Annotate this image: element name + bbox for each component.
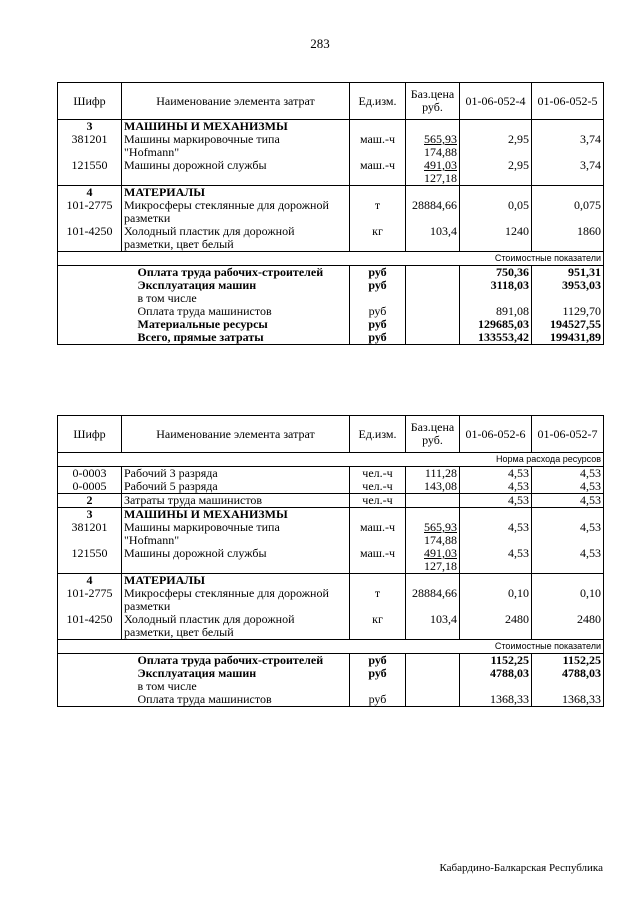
row-price: 28884,66: [406, 199, 460, 225]
cost-label: Эксплуатация машин: [137, 666, 257, 680]
section-row: [58, 120, 604, 134]
row-name: Микросферы стеклянные для дорожной разметки: [122, 199, 350, 225]
header-base-price: Баз.цена руб.: [406, 416, 460, 453]
cost-row: [58, 693, 604, 707]
cost-value-b: 1368,33: [532, 693, 604, 707]
table-row: [58, 587, 604, 613]
cost-row: [58, 331, 604, 345]
cost-row: [58, 266, 604, 280]
header-unit: Ед.изм.: [350, 83, 406, 120]
row-value-b: 4,53: [532, 521, 604, 547]
row-code: 0-0005: [58, 480, 122, 494]
row-name: Рабочий 3 разряда: [122, 467, 350, 481]
cost-label: Эксплуатация машин: [137, 278, 257, 292]
table-row: [58, 494, 604, 508]
row-unit: маш.-ч: [350, 521, 406, 547]
cost-label: в том числе: [137, 291, 197, 305]
row-unit: т: [350, 587, 406, 613]
cost-label: Оплата труда машинистов: [137, 304, 272, 318]
row-name: Холодный пластик для дорожной разметки, цвет белый: [122, 225, 350, 252]
row-value-a: 1240: [460, 225, 532, 252]
row-price: 103,4: [406, 225, 460, 252]
header-col-b: 01-06-052-7: [532, 416, 604, 453]
section-title: МАШИНЫ И МЕХАНИЗМЫ: [122, 508, 350, 522]
section-row: [58, 186, 604, 200]
row-price: 565,93 174,88: [406, 133, 460, 159]
cost-value-b: 1129,70: [532, 305, 604, 318]
header-name: Наименование элемента затрат: [122, 416, 350, 453]
header-name: Наименование элемента затрат: [122, 83, 350, 120]
section-row: [58, 574, 604, 588]
row-price: 103,4: [406, 613, 460, 640]
section-title: МАТЕРИАЛЫ: [122, 574, 350, 588]
cost-unit: руб: [350, 266, 406, 280]
cost-label: Оплата труда рабочих-строителей: [137, 265, 324, 279]
row-name: Рабочий 5 разряда: [122, 480, 350, 494]
footer-region: Кабардино-Балкарская Республика: [439, 862, 603, 874]
table-header-row: [58, 416, 604, 453]
cost-caption: Стоимостные показатели: [460, 640, 604, 654]
cost-caption: Стоимостные показатели: [460, 252, 604, 266]
row-value-a: 2,95: [460, 159, 532, 186]
row-code: 121550: [58, 547, 122, 574]
cost-value-b: 3953,03: [532, 279, 604, 292]
table-row: [58, 133, 604, 159]
cost-label: Оплата труда рабочих-строителей: [137, 653, 324, 667]
cost-value-a: 133553,42: [460, 331, 532, 345]
row-unit: кг: [350, 613, 406, 640]
table-header-row: [58, 83, 604, 120]
row-value-b: 0,075: [532, 199, 604, 225]
row-unit: чел.-ч: [350, 480, 406, 494]
table-row: [58, 613, 604, 640]
estimate-table-1: [57, 82, 604, 345]
row-value-a: 4,53: [460, 547, 532, 574]
row-code: 101-2775: [58, 199, 122, 225]
cost-value-a: 891,08: [460, 305, 532, 318]
row-price: 143,08: [406, 480, 460, 494]
cost-value-b: 4788,03: [532, 667, 604, 680]
cost-value-b: 194527,55: [532, 318, 604, 331]
row-value-b: 2480: [532, 613, 604, 640]
cost-value-a: 129685,03: [460, 318, 532, 331]
row-unit: маш.-ч: [350, 547, 406, 574]
cost-unit: руб: [350, 667, 406, 680]
header-code: Шифр: [58, 416, 122, 453]
cost-label: Оплата труда машинистов: [122, 693, 350, 707]
header-col-a: 01-06-052-4: [460, 83, 532, 120]
row-code: 101-4250: [58, 225, 122, 252]
table-row: [58, 159, 604, 186]
cost-caption-row: [58, 252, 604, 266]
cost-label: Материальные ресурсы: [137, 317, 268, 331]
table-row: [58, 480, 604, 494]
row-value-b: 3,74: [532, 159, 604, 186]
row-value-a: 4,53: [460, 467, 532, 481]
row-code: 121550: [58, 159, 122, 186]
cost-rows: [58, 266, 604, 345]
row-name: Холодный пластик для дорожной разметки, цвет белый: [122, 613, 350, 640]
row-value-a: 4,53: [460, 521, 532, 547]
row-code: 2: [58, 494, 122, 508]
row-price: 565,93 174,88: [406, 521, 460, 547]
section-code: 4: [58, 186, 122, 200]
row-value-b: 4,53: [532, 494, 604, 508]
header-unit: Ед.изм.: [350, 416, 406, 453]
row-value-b: 0,10: [532, 587, 604, 613]
row-value-b: 4,53: [532, 467, 604, 481]
section-code: 4: [58, 574, 122, 588]
row-value-a: 2,95: [460, 133, 532, 159]
row-value-a: 4,53: [460, 480, 532, 494]
cost-unit: руб: [350, 279, 406, 292]
section-row: [58, 508, 604, 522]
section-code: 3: [58, 508, 122, 522]
header-code: Шифр: [58, 83, 122, 120]
row-value-a: 4,53: [460, 494, 532, 508]
row-unit: маш.-ч: [350, 133, 406, 159]
table-row: [58, 521, 604, 547]
row-price: 491,03 127,18: [406, 159, 460, 186]
row-price: 28884,66: [406, 587, 460, 613]
row-code: 101-2775: [58, 587, 122, 613]
row-code: 0-0003: [58, 467, 122, 481]
cost-value-a: 4788,03: [460, 667, 532, 680]
norm-caption: Норма расхода ресурсов: [460, 453, 604, 467]
row-value-a: 2480: [460, 613, 532, 640]
cost-value-a: 1152,25: [460, 654, 532, 668]
cost-unit: руб: [350, 318, 406, 331]
cost-rows: [58, 654, 604, 707]
table-row: [58, 547, 604, 574]
cost-value-a: 3118,03: [460, 279, 532, 292]
cost-caption-row: [58, 640, 604, 654]
header-col-a: 01-06-052-6: [460, 416, 532, 453]
row-price: 491,03 127,18: [406, 547, 460, 574]
estimate-table-2: [57, 415, 604, 707]
norm-caption-row: [58, 453, 604, 467]
row-unit: маш.-ч: [350, 159, 406, 186]
cost-value-b: 1152,25: [532, 654, 604, 668]
table-row: [58, 199, 604, 225]
row-price: 111,28: [406, 467, 460, 481]
table-row: [58, 467, 604, 481]
row-unit: чел.-ч: [350, 494, 406, 508]
row-value-a: 0,10: [460, 587, 532, 613]
row-unit: кг: [350, 225, 406, 252]
section-title: МАШИНЫ И МЕХАНИЗМЫ: [122, 120, 350, 134]
row-name: Микросферы стеклянные для дорожной разметки: [122, 587, 350, 613]
header-col-b: 01-06-052-5: [532, 83, 604, 120]
cost-unit: руб: [350, 305, 406, 318]
row-unit: т: [350, 199, 406, 225]
row-value-b: 4,53: [532, 480, 604, 494]
cost-row: [58, 654, 604, 668]
row-name: Затраты труда машинистов: [122, 494, 350, 508]
row-code: 381201: [58, 521, 122, 547]
row-code: 381201: [58, 133, 122, 159]
header-base-price: Баз.цена руб.: [406, 83, 460, 120]
cost-value-a: 750,36: [460, 266, 532, 280]
cost-label: в том числе: [137, 679, 197, 693]
row-name: Машины дорожной службы: [122, 159, 350, 186]
cost-value-a: 1368,33: [460, 693, 532, 707]
page-number: 283: [310, 36, 330, 51]
row-value-a: 0,05: [460, 199, 532, 225]
row-value-b: 4,53: [532, 547, 604, 574]
row-name: Машины маркировочные типа "Hofmann": [122, 133, 350, 159]
cost-unit: руб: [350, 693, 406, 707]
section-code: 3: [58, 120, 122, 134]
section-title: МАТЕРИАЛЫ: [122, 186, 350, 200]
cost-unit: руб: [350, 331, 406, 345]
row-name: Машины маркировочные типа "Hofmann": [122, 521, 350, 547]
row-name: Машины дорожной службы: [122, 547, 350, 574]
table-row: [58, 225, 604, 252]
row-value-b: 3,74: [532, 133, 604, 159]
cost-label: Всего, прямые затраты: [122, 331, 350, 345]
row-value-b: 1860: [532, 225, 604, 252]
cost-unit: руб: [350, 654, 406, 668]
row-code: 101-4250: [58, 613, 122, 640]
cost-value-b: 199431,89: [532, 331, 604, 345]
cost-value-b: 951,31: [532, 266, 604, 280]
row-unit: чел.-ч: [350, 467, 406, 481]
